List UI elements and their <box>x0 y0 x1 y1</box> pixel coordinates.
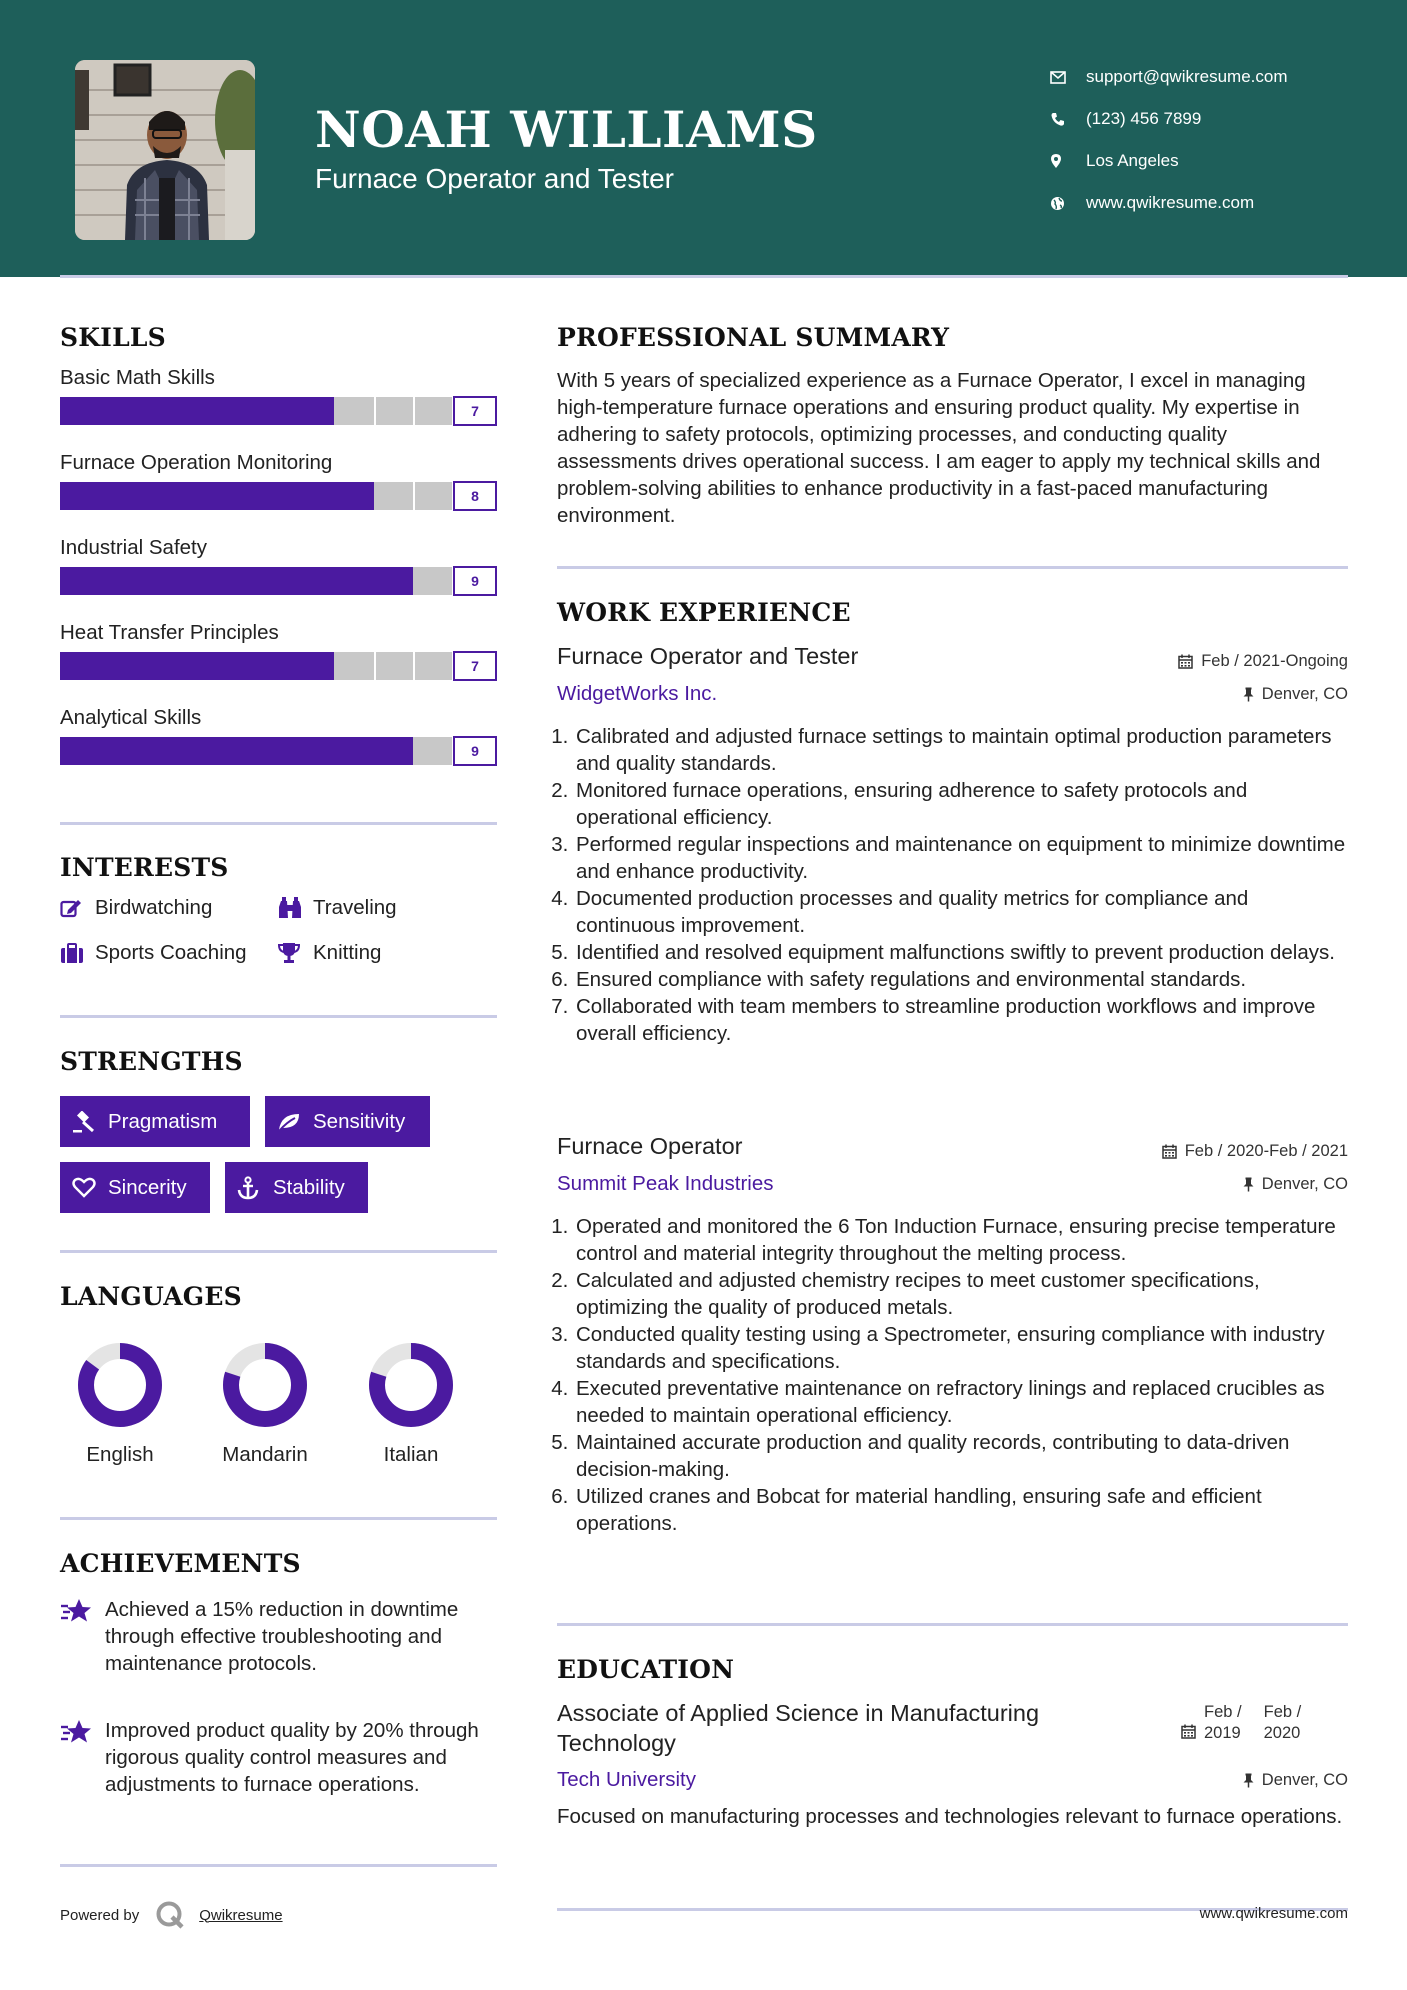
language-label: English <box>86 1443 154 1466</box>
contact-phone-text: (123) 456 7899 <box>1086 109 1202 128</box>
skill-bar <box>60 736 497 766</box>
skill-fill <box>60 397 334 425</box>
skill-label: Furnace Operation Monitoring <box>60 451 333 474</box>
contact-list <box>1050 56 1288 224</box>
strength-label: Stability <box>273 1175 345 1199</box>
skill-label: Heat Transfer Principles <box>60 621 279 644</box>
star-icon <box>60 1598 94 1629</box>
interest-knitting <box>278 941 381 965</box>
contact-location-text: Los Angeles <box>1086 151 1179 170</box>
skill-bar <box>60 396 497 426</box>
duty-item: 5. Maintained accurate production and quality records, contributing to data-driven decision-making. <box>574 1429 1347 1483</box>
strength-pragmatism <box>60 1096 250 1147</box>
skill-item <box>60 366 497 426</box>
contact-email-text: support@qwikresume.com <box>1086 67 1288 86</box>
calendar-icon <box>1181 1724 1196 1739</box>
pencil-square-icon <box>60 898 95 918</box>
briefcase-icon <box>60 943 95 964</box>
qwikresume-logo-icon <box>155 1900 185 1930</box>
skill-level-value: 7 <box>453 396 497 426</box>
education-location-text: Denver, CO <box>1261 1771 1348 1789</box>
duty-item: 2. Calculated and adjusted chemistry recipes to meet customer specifications, optimizing the quality of produced metals. <box>574 1267 1347 1321</box>
phone-icon <box>1050 109 1086 129</box>
resume-header <box>0 0 1407 277</box>
date-end-year: 2020 <box>1263 1724 1301 1742</box>
school-name: Tech University <box>557 1768 696 1791</box>
skill-bar <box>60 651 497 681</box>
summary-title: PROFESSIONAL SUMMARY <box>557 323 950 352</box>
globe-icon <box>1050 193 1086 213</box>
powered-by <box>60 1900 283 1930</box>
strength-sincerity <box>60 1162 210 1213</box>
skill-item <box>60 706 497 766</box>
profile-photo <box>75 60 255 240</box>
job-dates-text: Feb / 2021-Ongoing <box>1201 652 1348 670</box>
education-end-date <box>1264 1702 1302 1744</box>
skill-segment-divider <box>413 652 415 680</box>
skill-level-value: 7 <box>453 651 497 681</box>
candidate-role: Furnace Operator and Tester <box>315 163 675 194</box>
language-donut <box>367 1341 455 1429</box>
duty-item: 2. Monitored furnace operations, ensuring adherence to safety protocols and operational efficiency. <box>574 777 1347 831</box>
achievement-item <box>60 1717 497 1827</box>
calendar-icon <box>1162 1144 1177 1159</box>
job-dates <box>1178 652 1348 671</box>
contact-phone[interactable] <box>1050 98 1288 140</box>
binoculars-icon <box>278 897 313 919</box>
duty-item: 4. Executed preventative maintenance on refractory linings and replaced crucibles as needed to maintain operational efficiency. <box>574 1375 1347 1429</box>
star-icon <box>60 1719 94 1750</box>
company-name: WidgetWorks Inc. <box>557 682 718 705</box>
company-name: Summit Peak Industries <box>557 1172 774 1195</box>
skill-segment-divider <box>374 397 376 425</box>
duty-item: 6. Ensured compliance with safety regulations and environmental standards. <box>574 966 1347 993</box>
job-location <box>1243 1175 1348 1194</box>
skill-fill <box>60 652 334 680</box>
education-location <box>1243 1771 1348 1790</box>
experience-title: WORK EXPERIENCE <box>557 598 851 627</box>
anchor-icon <box>237 1176 273 1200</box>
skill-fill <box>60 567 413 595</box>
strength-sensitivity <box>265 1096 430 1147</box>
section-divider <box>60 1517 497 1520</box>
interest-label: Knitting <box>313 941 382 964</box>
duty-item: 7. Collaborated with team members to streamline production workflows and improve overall efficiency. <box>574 993 1347 1047</box>
language-item <box>341 1341 481 1467</box>
education-description: Focused on manufacturing processes and technologies relevant to furnace operations. <box>557 1805 1343 1828</box>
candidate-name: NOAH WILLIAMS <box>315 100 818 159</box>
skill-item <box>60 451 497 511</box>
interest-traveling <box>278 896 397 920</box>
skill-level-value: 8 <box>453 481 497 511</box>
job-duties-list <box>557 1213 1347 1537</box>
skill-item <box>60 621 497 681</box>
duty-item: 1. Calibrated and adjusted furnace settings to maintain optimal production parameters and quality standards. <box>574 723 1347 777</box>
section-divider <box>60 1864 497 1867</box>
education-title: EDUCATION <box>557 1655 735 1684</box>
strength-label: Sensitivity <box>313 1109 406 1133</box>
powered-by-text: Powered by <box>60 1906 140 1924</box>
strength-label: Pragmatism <box>108 1109 218 1133</box>
strength-stability <box>225 1162 368 1213</box>
job-duties-list <box>557 723 1347 1047</box>
achievements-title: ACHIEVEMENTS <box>60 1549 301 1578</box>
skill-label: Industrial Safety <box>60 536 207 559</box>
duty-item: 5. Identified and resolved equipment malfunctions swiftly to prevent production delays. <box>574 939 1347 966</box>
leaf-icon <box>277 1112 313 1132</box>
skill-label: Analytical Skills <box>60 706 202 729</box>
interest-label: Birdwatching <box>95 896 213 919</box>
strength-label: Sincerity <box>108 1175 187 1199</box>
pushpin-icon <box>1243 1177 1254 1192</box>
duty-item: 1. Operated and monitored the 6 Ton Induction Furnace, ensuring precise temperature control and material integrity throughout the melting process. <box>574 1213 1347 1267</box>
skill-segment-divider <box>413 397 415 425</box>
job-dates-text: Feb / 2020-Feb / 2021 <box>1184 1142 1348 1160</box>
contact-email[interactable] <box>1050 56 1288 98</box>
trophy-icon <box>278 942 313 964</box>
job-dates <box>1162 1142 1348 1161</box>
header-divider <box>60 275 1348 278</box>
education-dates <box>1181 1702 1301 1744</box>
interest-birdwatching <box>60 896 212 920</box>
interest-label: Sports Coaching <box>95 941 247 964</box>
duty-item: 3. Conducted quality testing using a Spectrometer, ensuring compliance with industry standards and specifications. <box>574 1321 1347 1375</box>
section-divider <box>557 566 1348 569</box>
skill-label: Basic Math Skills <box>60 366 215 389</box>
job-title: Furnace Operator and Tester <box>557 643 859 669</box>
skill-item <box>60 536 497 596</box>
job-location-text: Denver, CO <box>1261 685 1348 703</box>
interest-label: Traveling <box>313 896 397 919</box>
skill-fill <box>60 482 374 510</box>
skill-segment-divider <box>374 652 376 680</box>
section-divider <box>60 1250 497 1253</box>
section-divider <box>60 1015 497 1018</box>
duty-item: 6. Utilized cranes and Bobcat for material handling, ensuring safe and efficient operations. <box>574 1483 1347 1537</box>
section-divider <box>60 822 497 825</box>
language-donut <box>76 1341 164 1429</box>
date-start-year: 2019 <box>1204 1724 1241 1742</box>
job-location-text: Denver, CO <box>1261 1175 1348 1193</box>
strengths-title: STRENGTHS <box>60 1047 243 1076</box>
pushpin-icon <box>1243 687 1254 702</box>
section-divider <box>557 1623 1348 1626</box>
language-donut <box>221 1341 309 1429</box>
duty-item: 3. Performed regular inspections and maintenance on equipment to minimize downtime and enhance productivity. <box>574 831 1347 885</box>
job-location <box>1243 685 1348 704</box>
heart-icon <box>72 1177 108 1198</box>
education-start-date <box>1204 1702 1242 1744</box>
skill-fill <box>60 737 413 765</box>
interests-title: INTERESTS <box>60 853 229 882</box>
achievement-text: Achieved a 15% reduction in downtime through effective troubleshooting and maintenance protocols. <box>105 1598 459 1675</box>
envelope-icon <box>1050 67 1086 87</box>
skill-level-value: 9 <box>453 736 497 766</box>
calendar-icon <box>1178 654 1193 669</box>
achievement-text: Improved product quality by 20% through rigorous quality control measures and adjustments to furnace operations. <box>105 1719 479 1796</box>
skills-title: SKILLS <box>60 323 166 352</box>
contact-website-text: www.qwikresume.com <box>1086 193 1255 212</box>
job-title: Furnace Operator <box>557 1133 743 1159</box>
language-label: Italian <box>383 1443 439 1466</box>
summary-text: With 5 years of specialized experience as a Furnace Operator, I excel in managing high-temperature furnace operations and ensuring product quality. My expertise in adhering to safety protocols, optimizing processes, and conducting quality assessments drives operational success. I am eager to apply my technical skills and problem-solving abilities to enhance productivity in a fast-paced manufacturing environment. <box>557 369 1321 527</box>
language-item <box>195 1341 335 1467</box>
skill-level-value: 9 <box>453 566 497 596</box>
skill-bar <box>60 566 497 596</box>
footer-website[interactable]: www.qwikresume.com <box>1199 1905 1348 1922</box>
contact-website[interactable] <box>1050 182 1288 224</box>
gavel-icon <box>72 1111 108 1133</box>
pushpin-icon <box>1243 1773 1254 1788</box>
skill-bar <box>60 481 497 511</box>
qwikresume-link[interactable]: Qwikresume <box>199 1906 283 1924</box>
duty-item: 4. Documented production processes and quality metrics for compliance and continuous improvement. <box>574 885 1347 939</box>
skill-segment-divider <box>413 482 415 510</box>
language-item <box>50 1341 190 1467</box>
map-pin-icon <box>1050 151 1086 171</box>
degree-title: Associate of Applied Science in Manufacturing <box>557 1700 1040 1726</box>
date-start-month: Feb / <box>1204 1703 1242 1721</box>
achievement-item <box>60 1596 497 1706</box>
date-end-month: Feb / <box>1263 1703 1302 1721</box>
languages-title: LANGUAGES <box>60 1282 242 1311</box>
contact-location <box>1050 140 1288 182</box>
language-label: Mandarin <box>222 1443 308 1466</box>
interest-sports-coaching <box>60 941 247 965</box>
degree-title-cont: Technology <box>557 1730 676 1756</box>
